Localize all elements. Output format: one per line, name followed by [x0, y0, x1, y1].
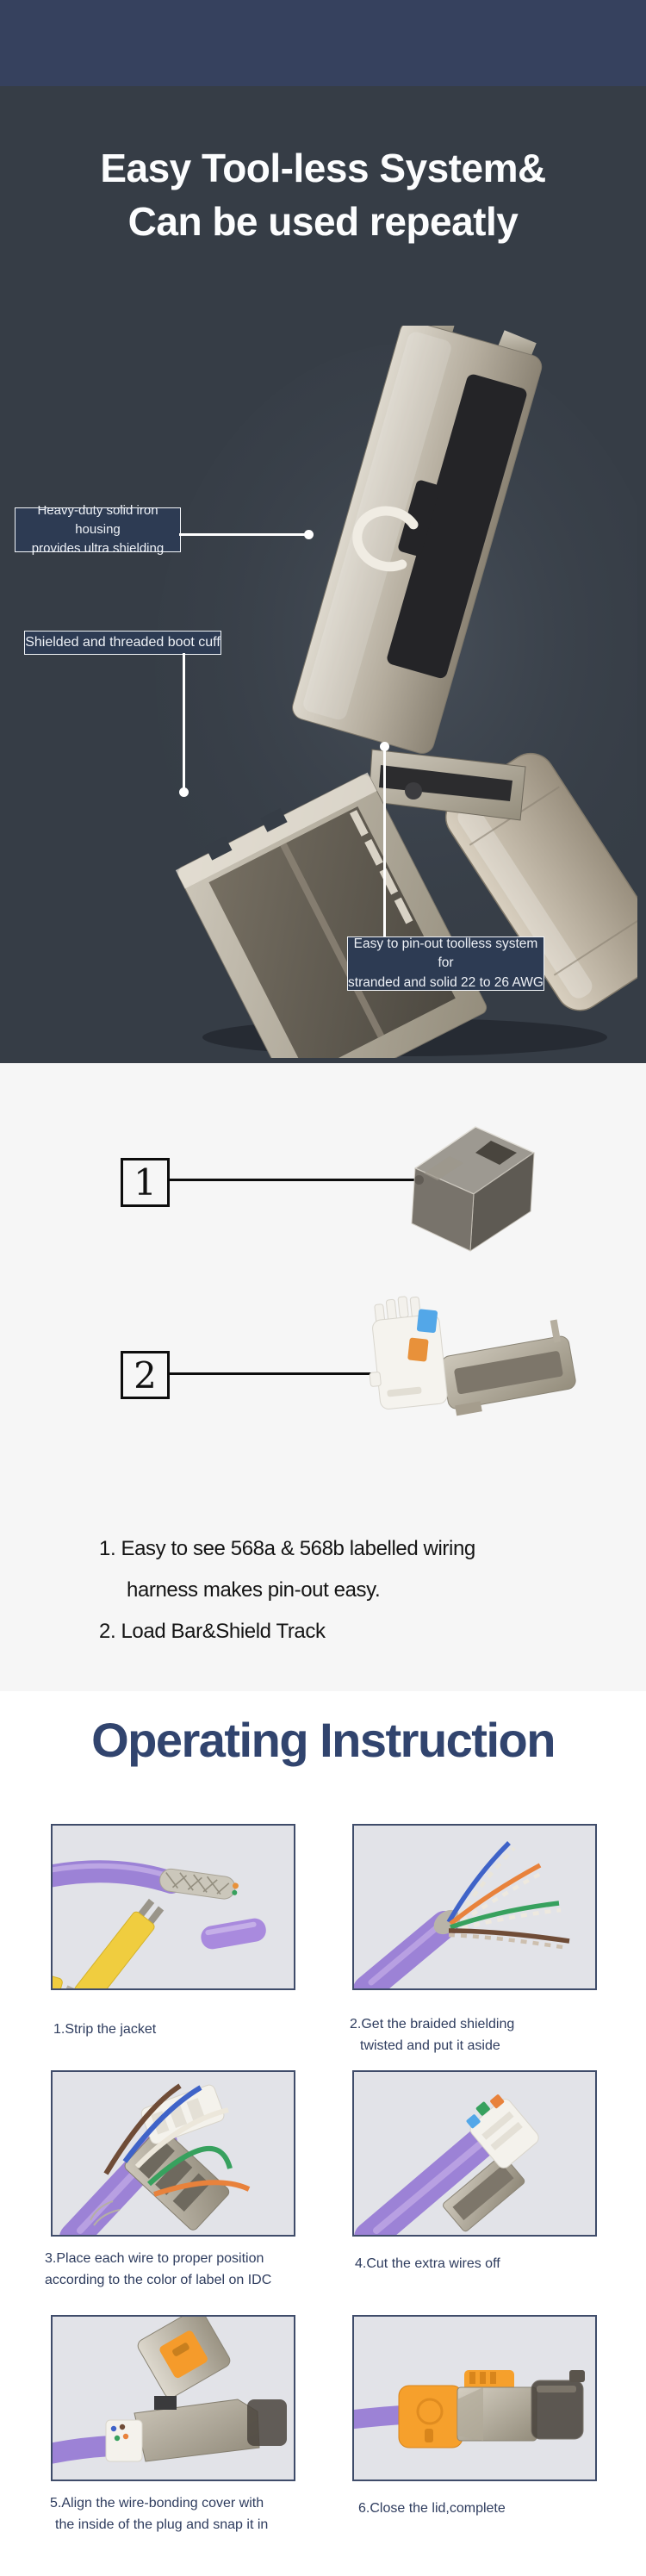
step-3-caption	[45, 2248, 271, 2291]
hero-title-line2: Can be used repeatly	[127, 199, 519, 244]
purple-cable	[53, 2446, 111, 2455]
parts-section	[0, 1063, 646, 1691]
top-banner	[0, 0, 646, 86]
callout-leader-dot-1	[304, 530, 314, 539]
part-leader-line-1	[170, 1179, 419, 1181]
step-6-photo-card	[352, 2315, 597, 2481]
callout-leader-line-2	[183, 653, 185, 793]
connector-body	[134, 2399, 259, 2461]
callout-leader-line-3	[383, 746, 386, 936]
braided-shield	[158, 1868, 239, 1901]
step-2-caption-line1: 2.Get the braided shielding	[350, 2017, 515, 2032]
operating-instruction-section	[0, 1691, 646, 2576]
parts-note-line3: 2. Load Bar&Shield Track	[99, 1620, 326, 1643]
orange-label	[407, 1337, 429, 1361]
step-3-photo-place-wires	[53, 2072, 294, 2235]
step-2-photo-twisted-pairs	[354, 1826, 595, 1988]
step-1-photo-strip-jacket	[53, 1826, 294, 1988]
part-number-1: 1	[134, 1161, 157, 1204]
step-1-photo-card	[51, 1824, 295, 1990]
step-2-caption	[350, 2013, 514, 2056]
load-bar	[362, 1293, 448, 1410]
open-lid-cover	[135, 2317, 232, 2400]
callout-pinout-line2: stranded and solid 22 to 26 AWG	[348, 974, 544, 990]
step-1-caption-line1: 1.Strip the jacket	[53, 2022, 157, 2037]
parts-note-line1: 1. Easy to see 568a & 568b labelled wiring	[99, 1537, 475, 1560]
callout-pinout-line1: Easy to pin-out toolless system for	[353, 936, 538, 971]
callout-leader-dot-3	[380, 742, 389, 751]
step-3-caption-line2: according to the color of label on IDC	[45, 2273, 272, 2287]
step-6-caption	[358, 2498, 506, 2519]
step-4-photo-card	[352, 2070, 597, 2237]
step-3-photo-card	[51, 2070, 295, 2237]
step-3-caption-line1: 3.Place each wire to proper position	[45, 2251, 264, 2266]
green-pair	[450, 1903, 559, 1927]
callout-pinout-system	[347, 936, 544, 991]
step-5-caption-line1: 5.Align the wire-bonding cover with	[50, 2496, 264, 2511]
step-6-photo-closed-connector	[354, 2317, 595, 2480]
callout-iron-housing	[15, 503, 181, 556]
blue-pair	[449, 1843, 509, 1922]
step-5-caption-line2: the inside of the plug and snap it in	[55, 2517, 269, 2532]
step-2-photo-card	[352, 1824, 597, 1990]
smoky-tip	[247, 2399, 287, 2446]
step-4-photo-cut-wires	[354, 2072, 595, 2235]
purple-cable	[354, 2415, 402, 2420]
part-photo-loadbar-shield-track	[355, 1285, 589, 1440]
part-number-box-1	[121, 1158, 170, 1207]
parts-note-line2: harness makes pin-out easy.	[127, 1578, 381, 1602]
hero-title	[0, 141, 646, 248]
step-1-caption	[53, 2019, 156, 2040]
punch-tool	[53, 1874, 166, 1988]
step-4-caption-line1: 4.Cut the extra wires off	[355, 2256, 500, 2271]
step-5-photo-align-cover	[53, 2317, 294, 2480]
hero-section	[0, 86, 646, 1063]
step-4-caption	[355, 2253, 500, 2274]
shield-track	[438, 1318, 578, 1417]
step-5-photo-card	[51, 2315, 295, 2481]
callout-boot-cuff-line1: Shielded and threaded boot cuff	[25, 635, 221, 650]
callout-leader-line-1	[179, 533, 308, 536]
step-2-caption-line2: twisted and put it aside	[360, 2038, 500, 2053]
callout-boot-cuff	[24, 631, 221, 655]
callout-iron-housing-line1: Heavy-duty solid iron housing	[37, 503, 158, 538]
part-photo-smoky-cover	[389, 1108, 546, 1256]
callout-iron-housing-line2: provides ultra shielding	[31, 540, 165, 556]
operating-instruction-title: Operating Instruction	[91, 1713, 555, 1767]
step-5-caption	[50, 2492, 268, 2536]
part-number-box-2	[121, 1351, 170, 1399]
part-number-2: 2	[134, 1353, 157, 1397]
hero-title-line1: Easy Tool-less System&	[100, 146, 546, 190]
blue-label	[417, 1309, 438, 1333]
step-6-caption-line1: 6.Close the lid,complete	[358, 2501, 506, 2516]
callout-leader-dot-2	[179, 787, 189, 797]
